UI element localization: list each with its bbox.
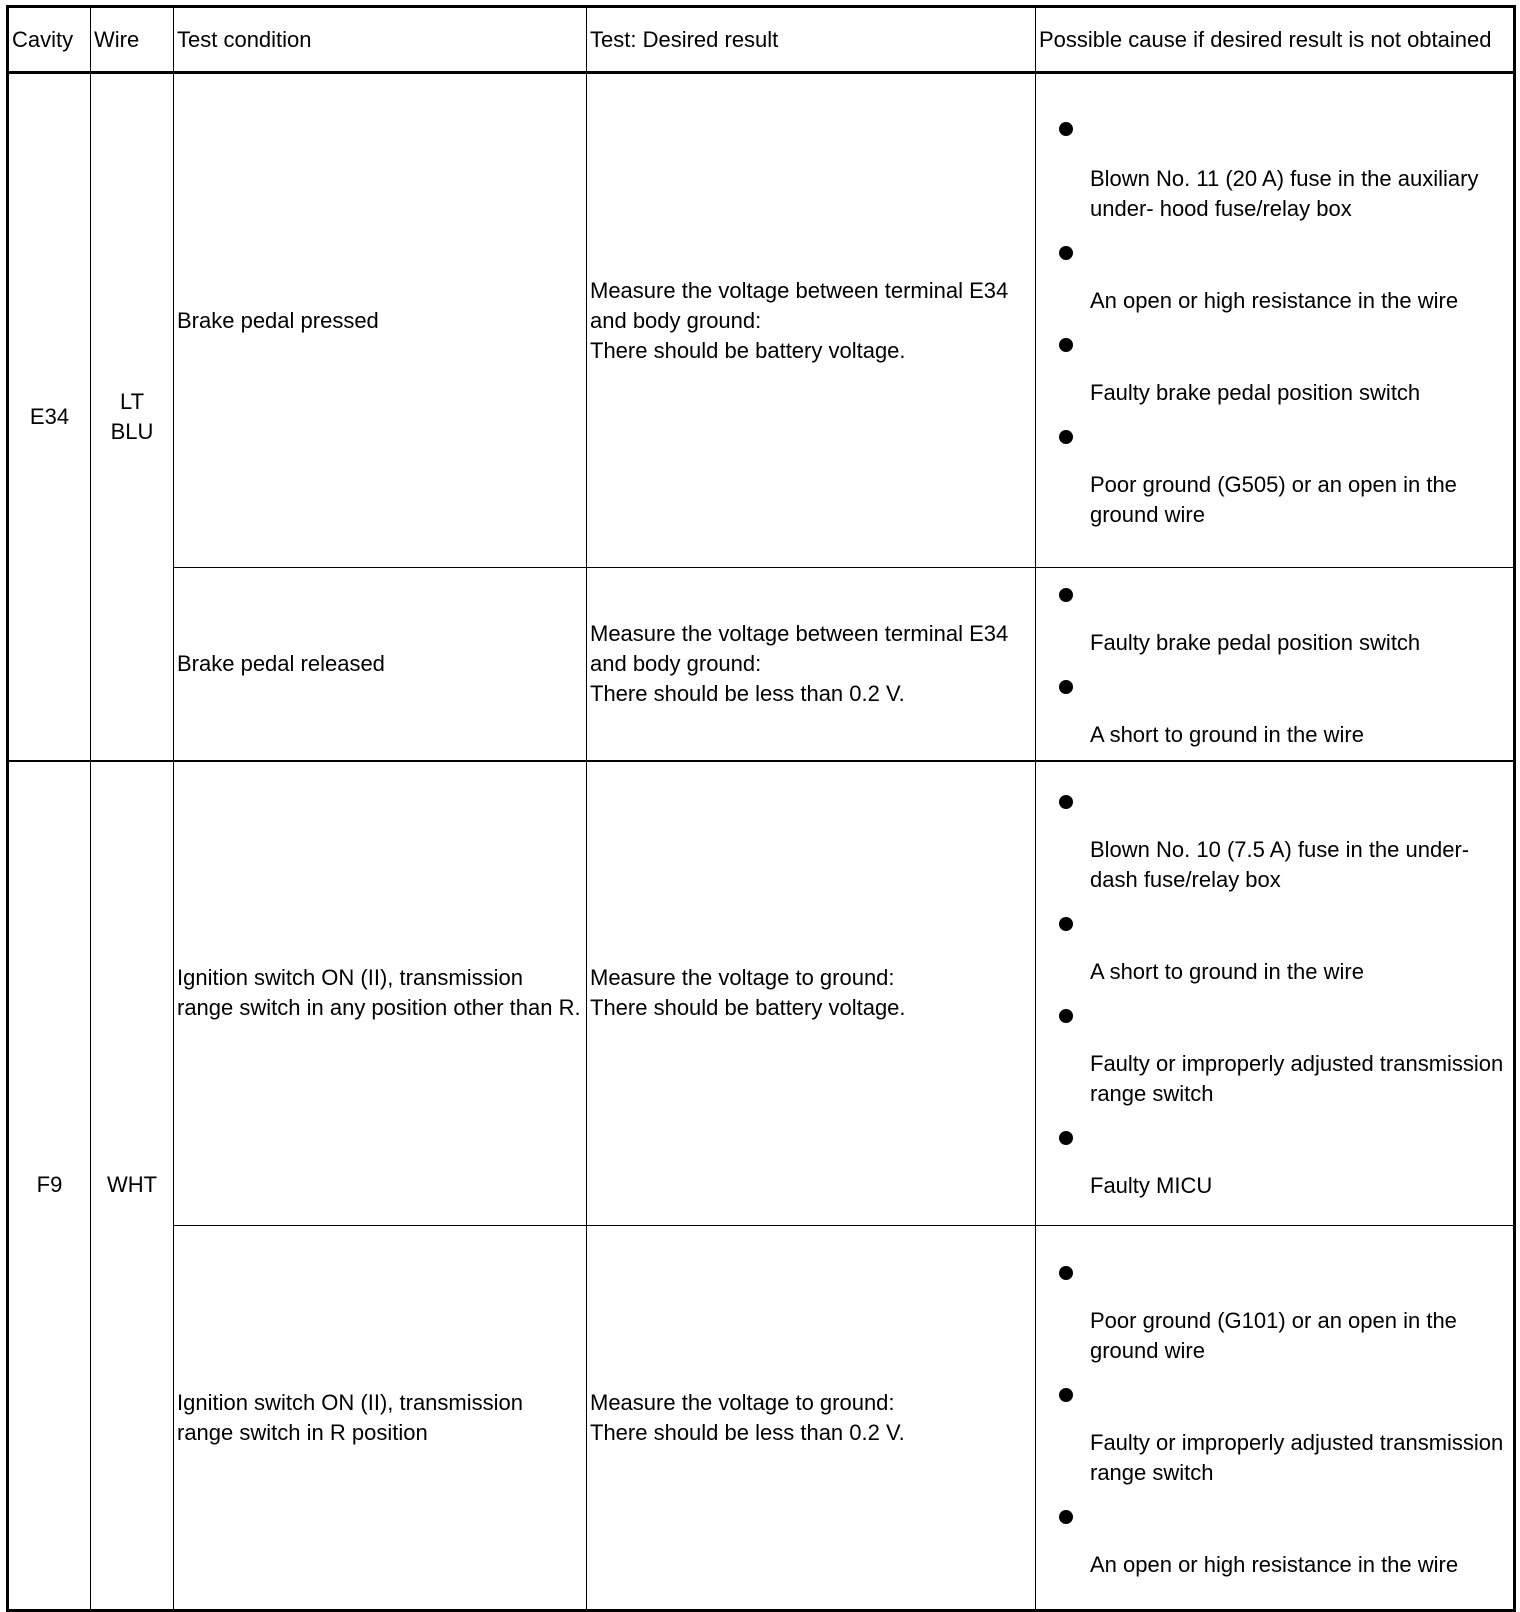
bullet-icon xyxy=(1059,795,1073,809)
list-item xyxy=(1039,658,1510,750)
header-possible-cause: Possible cause if desired result is not obtained xyxy=(1036,7,1515,73)
bullet-icon xyxy=(1059,588,1073,602)
desired-result-cell: Measure the voltage to ground: There should be less than 0.2 V. xyxy=(587,1226,1036,1611)
cause-text: Blown No. 10 (7.5 A) fuse in the under-dash fuse/relay box xyxy=(1090,837,1470,893)
cause-text: A short to ground in the wire xyxy=(1090,959,1364,985)
bullet-icon xyxy=(1059,1266,1073,1280)
cause-list xyxy=(1039,578,1510,750)
list-item xyxy=(1039,1488,1510,1580)
bullet-icon xyxy=(1059,430,1073,444)
bullet-icon xyxy=(1059,122,1073,136)
cause-list xyxy=(1039,1256,1510,1580)
header-row xyxy=(8,7,1515,73)
cause-text: A short to ground in the wire xyxy=(1090,721,1364,747)
desired-result-cell: Measure the voltage between terminal E34 and body ground: There should be less than 0.2 V. xyxy=(587,568,1036,761)
cause-text: Faulty or improperly adjusted transmission range switch xyxy=(1090,1429,1504,1485)
cause-list xyxy=(1039,112,1510,530)
test-condition-cell: Ignition switch ON (II), transmission range switch in R position xyxy=(174,1226,587,1611)
bullet-icon xyxy=(1059,680,1073,694)
header-wire: Wire xyxy=(91,7,174,73)
list-item xyxy=(1039,112,1510,224)
table-row xyxy=(8,73,1515,568)
header-cavity: Cavity xyxy=(8,7,91,73)
bullet-icon xyxy=(1059,246,1073,260)
wire-cell: WHT xyxy=(91,761,174,1611)
bullet-icon xyxy=(1059,1131,1073,1145)
list-item xyxy=(1039,1256,1510,1366)
bullet-icon xyxy=(1059,1510,1073,1524)
test-condition-cell: Brake pedal pressed xyxy=(174,73,587,568)
desired-result-cell: Measure the voltage between terminal E34 and body ground: There should be battery voltage. xyxy=(587,73,1036,568)
list-item xyxy=(1039,785,1510,895)
diagnostic-table xyxy=(6,5,1516,1612)
bullet-icon xyxy=(1059,1388,1073,1402)
list-item xyxy=(1039,408,1510,530)
header-desired-result: Test: Desired result xyxy=(587,7,1036,73)
table-row xyxy=(8,761,1515,1226)
test-condition-cell: Ignition switch ON (II), transmission range switch in any position other than R. xyxy=(174,761,587,1226)
cause-text: Faulty or improperly adjusted transmission range switch xyxy=(1090,1051,1504,1107)
list-item xyxy=(1039,578,1510,658)
cause-text: An open or high resistance in the wire xyxy=(1090,1551,1459,1577)
bullet-icon xyxy=(1059,1009,1073,1023)
header-test-condition: Test condition xyxy=(174,7,587,73)
list-item xyxy=(1039,1109,1510,1201)
possible-cause-cell xyxy=(1036,1226,1515,1611)
cavity-cell: E34 xyxy=(8,73,91,761)
test-condition-cell: Brake pedal released xyxy=(174,568,587,761)
bullet-icon xyxy=(1059,338,1073,352)
cause-text: Poor ground (G505) or an open in the ground wire xyxy=(1090,471,1457,527)
table-row xyxy=(8,568,1515,761)
list-item xyxy=(1039,987,1510,1109)
cause-list xyxy=(1039,785,1510,1201)
desired-result-cell: Measure the voltage to ground: There should be battery voltage. xyxy=(587,761,1036,1226)
list-item xyxy=(1039,316,1510,408)
cause-text: An open or high resistance in the wire xyxy=(1090,287,1459,313)
list-item xyxy=(1039,224,1510,316)
possible-cause-cell xyxy=(1036,568,1515,761)
cause-text: Poor ground (G101) or an open in the ground wire xyxy=(1090,1307,1457,1363)
list-item xyxy=(1039,895,1510,987)
cause-text: Faulty brake pedal position switch xyxy=(1090,629,1421,655)
possible-cause-cell xyxy=(1036,73,1515,568)
cavity-cell: F9 xyxy=(8,761,91,1611)
bullet-icon xyxy=(1059,917,1073,931)
list-item xyxy=(1039,1366,1510,1488)
wire-cell: LT BLU xyxy=(91,73,174,761)
cause-text: Faulty brake pedal position switch xyxy=(1090,379,1421,405)
possible-cause-cell xyxy=(1036,761,1515,1226)
cause-text: Blown No. 11 (20 A) fuse in the auxiliary under- hood fuse/relay box xyxy=(1090,165,1479,221)
cause-text: Faulty MICU xyxy=(1090,1173,1213,1199)
table-row xyxy=(8,1226,1515,1611)
